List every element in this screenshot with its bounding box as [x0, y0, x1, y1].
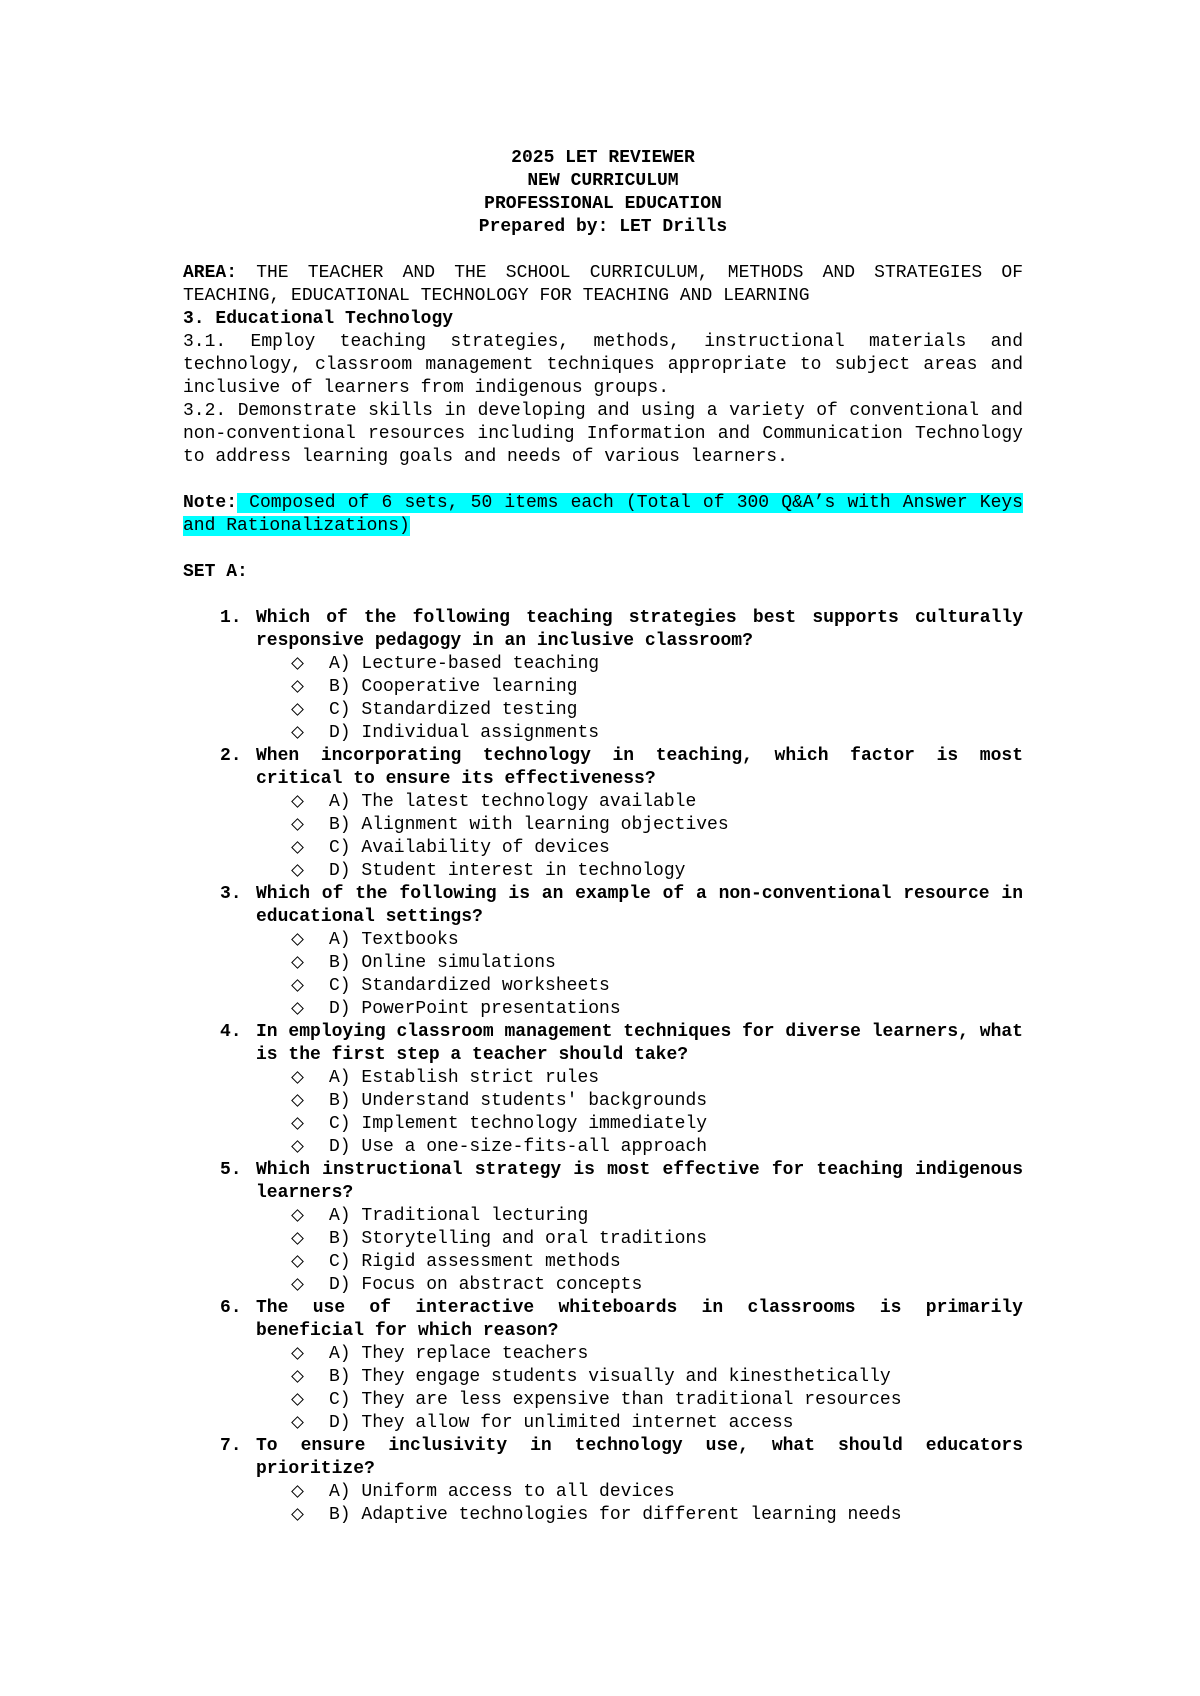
option-list: [256, 653, 1023, 745]
diamond-bullet-icon: [291, 1278, 304, 1291]
answer-option-text: D) Student interest in technology: [329, 861, 686, 881]
document-body: [183, 147, 1023, 1527]
option-list: [256, 1481, 1023, 1527]
section-item-3-1: 3.1. Employ teaching strategies, methods, instructional materials and technology, classroom management techniques appropriate to subject areas and inclusive of learners from indigenous groups.: [183, 332, 1023, 398]
question-item: [183, 745, 1023, 883]
answer-option: [256, 837, 1023, 860]
answer-option: [256, 1228, 1023, 1251]
question-number: 6.: [220, 1298, 242, 1318]
diamond-bullet-icon: [291, 1232, 304, 1245]
header-subject: PROFESSIONAL EDUCATION: [484, 194, 722, 214]
area-text: THE TEACHER AND THE SCHOOL CURRICULUM, METHODS AND STRATEGIES OF TEACHING, EDUCATIONAL TECHNOLOGY FOR TEACHING AND LEARNING: [183, 263, 1023, 306]
answer-option: [256, 791, 1023, 814]
diamond-bullet-icon: [291, 1094, 304, 1107]
question-item: [183, 1435, 1023, 1527]
question-text: Which of the following is an example of a non-conventional resource in educational settings?: [256, 884, 1023, 927]
diamond-bullet-icon: [291, 1255, 304, 1268]
diamond-bullet-icon: [291, 1002, 304, 1015]
answer-option: [256, 1366, 1023, 1389]
diamond-bullet-icon: [291, 680, 304, 693]
answer-option: [256, 860, 1023, 883]
section-title: 3. Educational Technology: [183, 309, 454, 329]
answer-option-text: D) Individual assignments: [329, 723, 600, 743]
answer-option-text: C) Availability of devices: [329, 838, 610, 858]
note-label: Note:: [183, 493, 238, 513]
document-header: [183, 147, 1023, 239]
answer-option-text: A) They replace teachers: [329, 1344, 589, 1364]
answer-option: [256, 1067, 1023, 1090]
diamond-bullet-icon: [291, 818, 304, 831]
answer-option: [256, 1113, 1023, 1136]
diamond-bullet-icon: [291, 657, 304, 670]
answer-option-text: D) Use a one-size-fits-all approach: [329, 1137, 708, 1157]
answer-option-text: B) Alignment with learning objectives: [329, 815, 729, 835]
question-text: In employing classroom management techniques for diverse learners, what is the first step a teacher should take?: [256, 1022, 1023, 1065]
spacer: [183, 469, 1023, 492]
spacer: [183, 239, 1023, 262]
answer-option-text: C) Standardized testing: [329, 700, 578, 720]
diamond-bullet-icon: [291, 933, 304, 946]
answer-option: [256, 1481, 1023, 1504]
diamond-bullet-icon: [291, 1347, 304, 1360]
answer-option-text: A) Lecture-based teaching: [329, 654, 600, 674]
diamond-bullet-icon: [291, 1416, 304, 1429]
answer-option-text: A) Traditional lecturing: [329, 1206, 589, 1226]
answer-option-text: D) PowerPoint presentations: [329, 999, 621, 1019]
answer-option-text: B) They engage students visually and kinesthetically: [329, 1367, 891, 1387]
answer-option-text: D) Focus on abstract concepts: [329, 1275, 643, 1295]
diamond-bullet-icon: [291, 1071, 304, 1084]
diamond-bullet-icon: [291, 864, 304, 877]
diamond-bullet-icon: [291, 703, 304, 716]
answer-option: [256, 1343, 1023, 1366]
question-item: [183, 1159, 1023, 1297]
answer-option-text: B) Cooperative learning: [329, 677, 578, 697]
question-item: [183, 607, 1023, 745]
diamond-bullet-icon: [291, 1140, 304, 1153]
answer-option-text: C) They are less expensive than traditional resources: [329, 1390, 902, 1410]
diamond-bullet-icon: [291, 1485, 304, 1498]
answer-option-text: D) They allow for unlimited internet access: [329, 1413, 794, 1433]
diamond-bullet-icon: [291, 1370, 304, 1383]
question-text: To ensure inclusivity in technology use, what should educators prioritize?: [256, 1436, 1023, 1479]
header-prepared-by: Prepared by: LET Drills: [478, 217, 728, 237]
diamond-bullet-icon: [291, 1209, 304, 1222]
answer-option-text: C) Rigid assessment methods: [329, 1252, 621, 1272]
question-number: 2.: [220, 746, 242, 766]
option-list: [256, 1067, 1023, 1159]
set-title: SET A:: [183, 562, 248, 582]
answer-option: [256, 929, 1023, 952]
question-number: 3.: [220, 884, 242, 904]
answer-option: [256, 676, 1023, 699]
question-list: [183, 607, 1023, 1527]
diamond-bullet-icon: [291, 1117, 304, 1130]
diamond-bullet-icon: [291, 726, 304, 739]
spacer: [183, 584, 1023, 607]
note-highlight: Composed of 6 sets, 50 items each (Total of 300 Q&A’s with Answer Keys and Rationalizations): [183, 493, 1023, 536]
question-number: 1.: [220, 608, 242, 628]
diamond-bullet-icon: [291, 956, 304, 969]
question-item: [183, 883, 1023, 1021]
answer-option: [256, 722, 1023, 745]
answer-option-text: C) Standardized worksheets: [329, 976, 610, 996]
answer-option-text: B) Online simulations: [329, 953, 556, 973]
header-curriculum: NEW CURRICULUM: [527, 171, 679, 191]
diamond-bullet-icon: [291, 1508, 304, 1521]
answer-option: [256, 814, 1023, 837]
header-title: 2025 LET REVIEWER: [511, 148, 695, 168]
question-text: The use of interactive whiteboards in classrooms is primarily beneficial for which reason?: [256, 1298, 1023, 1341]
answer-option: [256, 1251, 1023, 1274]
answer-option: [256, 653, 1023, 676]
answer-option: [256, 952, 1023, 975]
answer-option: [256, 1504, 1023, 1527]
answer-option-text: B) Understand students' backgrounds: [329, 1091, 708, 1111]
answer-option-text: A) Textbooks: [329, 930, 459, 950]
answer-option: [256, 975, 1023, 998]
answer-option-text: A) Uniform access to all devices: [329, 1482, 675, 1502]
option-list: [256, 929, 1023, 1021]
answer-option-text: B) Adaptive technologies for different learning needs: [329, 1505, 902, 1525]
answer-option-text: C) Implement technology immediately: [329, 1114, 708, 1134]
question-item: [183, 1297, 1023, 1435]
answer-option-text: B) Storytelling and oral traditions: [329, 1229, 708, 1249]
answer-option-text: A) The latest technology available: [329, 792, 697, 812]
option-list: [256, 1343, 1023, 1435]
option-list: [256, 791, 1023, 883]
option-list: [256, 1205, 1023, 1297]
answer-option: [256, 1090, 1023, 1113]
question-number: 4.: [220, 1022, 242, 1042]
diamond-bullet-icon: [291, 979, 304, 992]
question-item: [183, 1021, 1023, 1159]
question-text: Which of the following teaching strategies best supports culturally responsive pedagogy in an inclusive classroom?: [256, 608, 1023, 651]
area-paragraph: [183, 262, 1023, 308]
spacer: [183, 538, 1023, 561]
answer-option: [256, 1205, 1023, 1228]
section-item-3-2: 3.2. Demonstrate skills in developing and using a variety of conventional and non-conventional resources including Information and Communication Technology to address learning goals and needs of various learners.: [183, 401, 1023, 467]
answer-option: [256, 1389, 1023, 1412]
question-number: 5.: [220, 1160, 242, 1180]
question-text: Which instructional strategy is most effective for teaching indigenous learners?: [256, 1160, 1023, 1203]
note-paragraph: [183, 492, 1023, 538]
area-label: AREA:: [183, 263, 238, 283]
question-text: When incorporating technology in teaching, which factor is most critical to ensure its effectiveness?: [256, 746, 1023, 789]
question-number: 7.: [220, 1436, 242, 1456]
answer-option: [256, 1274, 1023, 1297]
answer-option: [256, 699, 1023, 722]
answer-option: [256, 1136, 1023, 1159]
answer-option: [256, 1412, 1023, 1435]
answer-option-text: A) Establish strict rules: [329, 1068, 600, 1088]
diamond-bullet-icon: [291, 1393, 304, 1406]
answer-option: [256, 998, 1023, 1021]
diamond-bullet-icon: [291, 841, 304, 854]
diamond-bullet-icon: [291, 795, 304, 808]
